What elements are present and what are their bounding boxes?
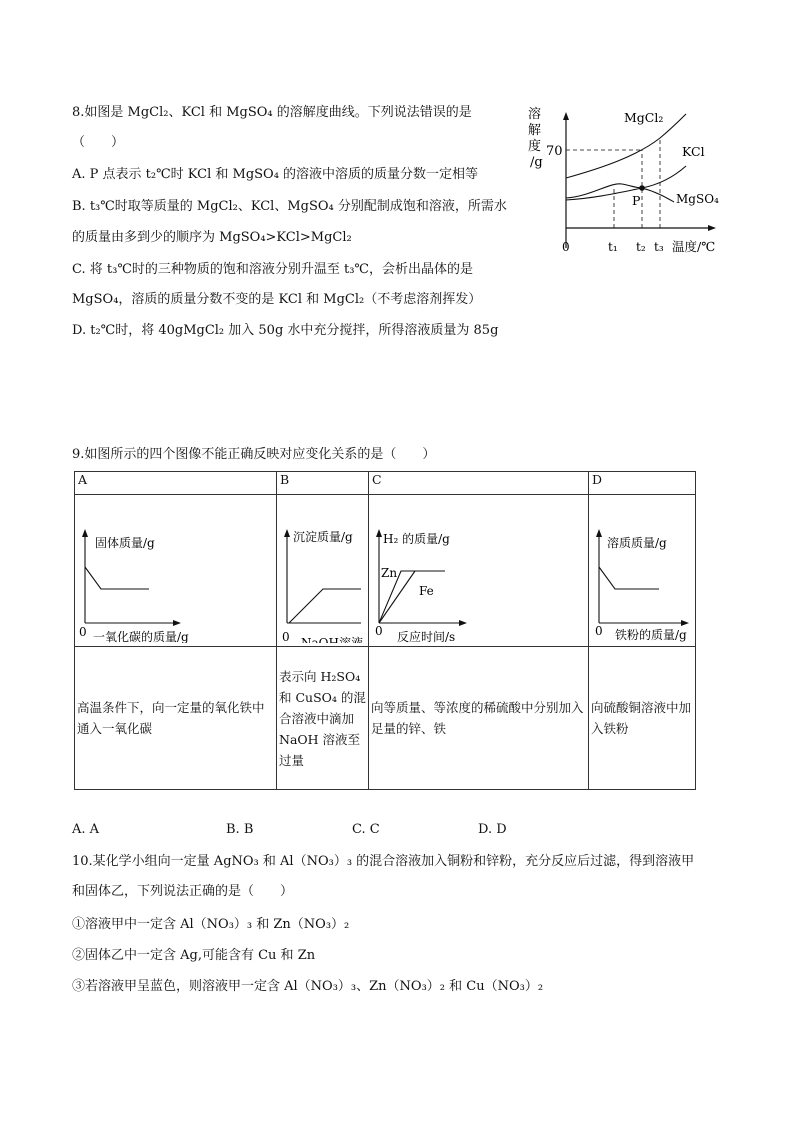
t3-label: t₃ [654, 240, 664, 254]
graph-c [369, 495, 585, 643]
y-label-2: 解 [528, 123, 542, 138]
desc-d: 向硫酸铜溶液中加入铁粉 [589, 647, 696, 790]
col-a-header: A [75, 472, 277, 495]
graph-d [589, 495, 692, 643]
q8-option-c-line1: C. 将 t₃℃时的三种物质的饱和溶液分别升温至 t₃℃，会析出晶体的是 [72, 262, 473, 277]
graph-b-xlabel: NaOH溶液 [301, 636, 363, 643]
q9-stem: 9.如图所示的四个图像不能正确反映对应变化关系的是（ ） [72, 447, 436, 462]
graph-b [277, 495, 365, 643]
mgcl2-label: MgCl₂ [624, 110, 664, 125]
y-label-3: 度 [528, 139, 542, 154]
p-label: P [632, 193, 641, 208]
solubility-chart [522, 100, 727, 265]
graph-d-origin: 0 [595, 624, 603, 638]
desc-b: 表示向 H₂SO₄ 和 CuSO₄ 的混合溶液中滴加 NaOH 溶液至过量 [277, 647, 369, 790]
q8-paren: （ ） [72, 135, 125, 150]
graph-a-ylabel: 固体质量/g [95, 536, 155, 550]
q9-graph-table [74, 471, 696, 790]
col-c-header: C [369, 472, 589, 495]
graph-c-origin: 0 [375, 624, 383, 638]
zn-label: Zn [381, 566, 398, 580]
graph-a-cell [75, 495, 277, 647]
fe-label: Fe [419, 584, 434, 598]
q9-answer-d: D. D [478, 822, 507, 837]
graph-b-ylabel: 沉淀质量/g [293, 530, 353, 544]
graph-c-ylabel: H₂ 的质量/g [383, 532, 450, 546]
graph-d-ylabel: 溶质质量/g [607, 536, 667, 550]
graph-a-origin: 0 [79, 625, 87, 639]
q8-option-c-line2: MgSO₄，溶质的质量分数不变的是 KCl 和 MgCl₂（不考虑溶剂挥发） [72, 292, 482, 307]
t1-label: t₁ [608, 240, 618, 254]
graph-b-cell [277, 495, 369, 647]
q10-statement-1: ①溶液甲中一定含 Al（NO₃）₃ 和 Zn（NO₃）₂ [72, 917, 350, 932]
q10-statement-2: ②固体乙中一定含 Ag,可能含有 Cu 和 Zn [72, 948, 316, 963]
q8-option-b-line1: B. t₃℃时取等质量的 MgCl₂、KCl、MgSO₄ 分别配制成饱和溶液，所需水 [72, 199, 507, 214]
q10-statement-3: ③若溶液甲呈蓝色，则溶液甲一定含 Al（NO₃）₃、Zn（NO₃）₂ 和 Cu（NO₃）₂ [72, 979, 544, 994]
origin-label: 0 [562, 240, 570, 254]
graph-a [75, 495, 273, 643]
col-d-header: D [589, 472, 696, 495]
y-tick-70: 70 [546, 144, 563, 159]
graph-c-cell [369, 495, 589, 647]
mgso4-label: MgSO₄ [676, 192, 719, 206]
kcl-label: KCl [682, 144, 705, 159]
graph-d-cell [589, 495, 696, 647]
y-label-4: /g [530, 155, 543, 170]
q9-answer-c: C. C [352, 822, 380, 837]
y-label-1: 溶 [528, 107, 542, 122]
graph-b-origin: 0 [282, 630, 290, 643]
x-axis-label: 温度/℃ [672, 239, 716, 254]
col-b-header: B [277, 472, 369, 495]
graph-a-xlabel: 一氧化碳的质量/g [93, 630, 189, 643]
desc-c: 向等质量、等浓度的稀硫酸中分别加入足量的锌、铁 [369, 647, 589, 790]
q8-option-d: D. t₂℃时，将 40gMgCl₂ 加入 50g 水中充分搅拌，所得溶液质量为 85g [72, 323, 499, 338]
q8-stem: 8.如图是 MgCl₂、KCl 和 MgSO₄ 的溶解度曲线。下列说法错误的是 [72, 105, 472, 120]
graph-c-xlabel: 反应时间/s [397, 630, 456, 643]
q10-stem-line2: 和固体乙，下列说法正确的是（ ） [72, 884, 294, 899]
q8-option-a: A. P 点表示 t₂℃时 KCl 和 MgSO₄ 的溶液中溶质的质量分数一定相等 [72, 167, 479, 182]
desc-a: 高温条件下，向一定量的氧化铁中通入一氧化碳 [75, 647, 277, 790]
t2-label: t₂ [636, 240, 646, 254]
q10-stem-line1: 10.某化学小组向一定量 AgNO₃ 和 Al（NO₃）₃ 的混合溶液加入铜粉和锌粉，充分反应后过滤，得到溶液甲 [72, 854, 695, 869]
q9-answer-a: A. A [72, 822, 100, 837]
q9-answer-b: B. B [226, 822, 254, 837]
graph-d-xlabel: 铁粉的质量/g [615, 628, 687, 642]
q8-option-b-line2: 的质量由多到少的顺序为 MgSO₄>KCl>MgCl₂ [72, 230, 352, 245]
point-p [639, 185, 645, 191]
